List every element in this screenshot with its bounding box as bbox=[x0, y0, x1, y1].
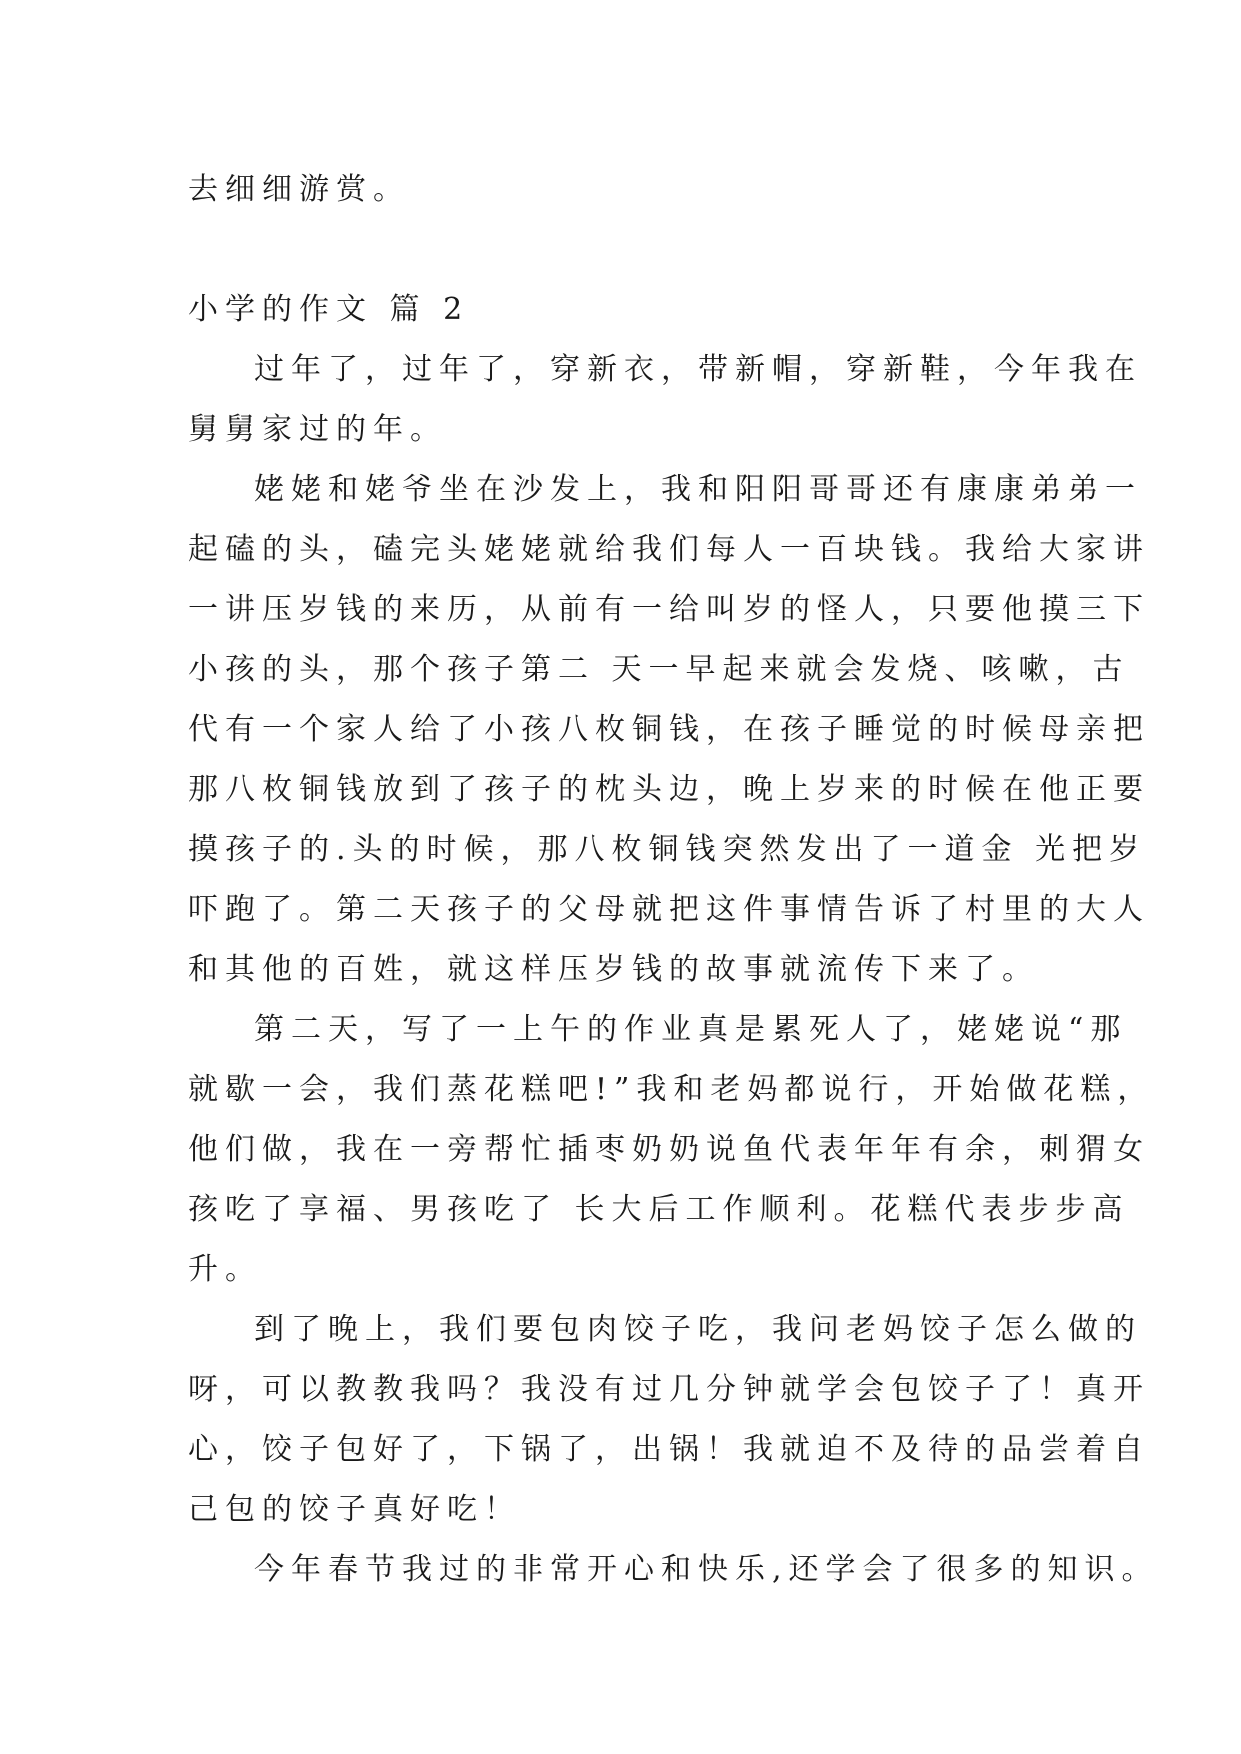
paragraph-line: 己包的饺子真好吃！ bbox=[188, 1492, 521, 1527]
paragraph-line: 舅舅家过的年。 bbox=[188, 412, 447, 447]
paragraph-line: 起磕的头，磕完头姥姥就给我们每人一百块钱。我给大家讲 bbox=[188, 532, 1150, 567]
paragraph-line: 今年春节我过的非常开心和快乐,还学会了很多的知识。 bbox=[254, 1552, 1159, 1587]
paragraph-line: 第二天，写了一上午的作业真是累死人了，姥姥说“那 bbox=[254, 1012, 1128, 1047]
paragraph-line: 孩吃了享福、男孩吃了 长大后工作顺利。花糕代表步步高 bbox=[188, 1192, 1130, 1227]
paragraph-5 bbox=[188, 1540, 1159, 1600]
paragraph-line: 摸孩子的.头的时候，那八枚铜钱突然发出了一道金 光把岁 bbox=[188, 832, 1147, 867]
paragraph-line: 代有一个家人给了小孩八枚铜钱，在孩子睡觉的时候母亲把 bbox=[188, 712, 1150, 747]
section-title: 小学的作文 篇 2 bbox=[188, 292, 470, 327]
paragraph-line: 一讲压岁钱的来历，从前有一给叫岁的怪人，只要他摸三下 bbox=[188, 592, 1150, 627]
document-page bbox=[188, 160, 1159, 1600]
paragraph-line: 小孩的头，那个孩子第二 天一早起来就会发烧、咳嗽，古 bbox=[188, 652, 1130, 687]
paragraph-1 bbox=[188, 340, 1142, 460]
paragraph-line: 和其他的百姓，就这样压岁钱的故事就流传下来了。 bbox=[188, 952, 1039, 987]
paragraph-4 bbox=[188, 1300, 1150, 1540]
paragraph-line: 升。 bbox=[188, 1252, 262, 1287]
paragraph-line: 他们做，我在一旁帮忙插枣奶奶说鱼代表年年有余，刺猬女 bbox=[188, 1132, 1150, 1167]
paragraph-line: 过年了，过年了，穿新衣，带新帽，穿新鞋，今年我在 bbox=[254, 352, 1142, 387]
paragraph-line: 到了晚上，我们要包肉饺子吃，我问老妈饺子怎么做的 bbox=[254, 1312, 1142, 1347]
paragraph-line: 吓跑了。第二天孩子的父母就把这件事情告诉了村里的大人 bbox=[188, 892, 1150, 927]
paragraph-line: 姥姥和姥爷坐在沙发上，我和阳阳哥哥还有康康弟弟一 bbox=[254, 472, 1142, 507]
intro-tail-line: 去细细游赏。 bbox=[188, 172, 410, 207]
paragraph-line: 那八枚铜钱放到了孩子的枕头边，晚上岁来的时候在他正要 bbox=[188, 772, 1150, 807]
paragraph-line: 心，饺子包好了，下锅了，出锅！我就迫不及待的品尝着自 bbox=[188, 1432, 1150, 1467]
paragraph-line: 就歇一会，我们蒸花糕吧!”我和老妈都说行，开始做花糕， bbox=[188, 1072, 1155, 1107]
paragraph-line: 呀，可以教教我吗？我没有过几分钟就学会包饺子了！真开 bbox=[188, 1372, 1150, 1407]
paragraph-gap bbox=[188, 220, 1058, 280]
paragraph-2 bbox=[188, 460, 1150, 1000]
paragraph-3 bbox=[188, 1000, 1155, 1300]
